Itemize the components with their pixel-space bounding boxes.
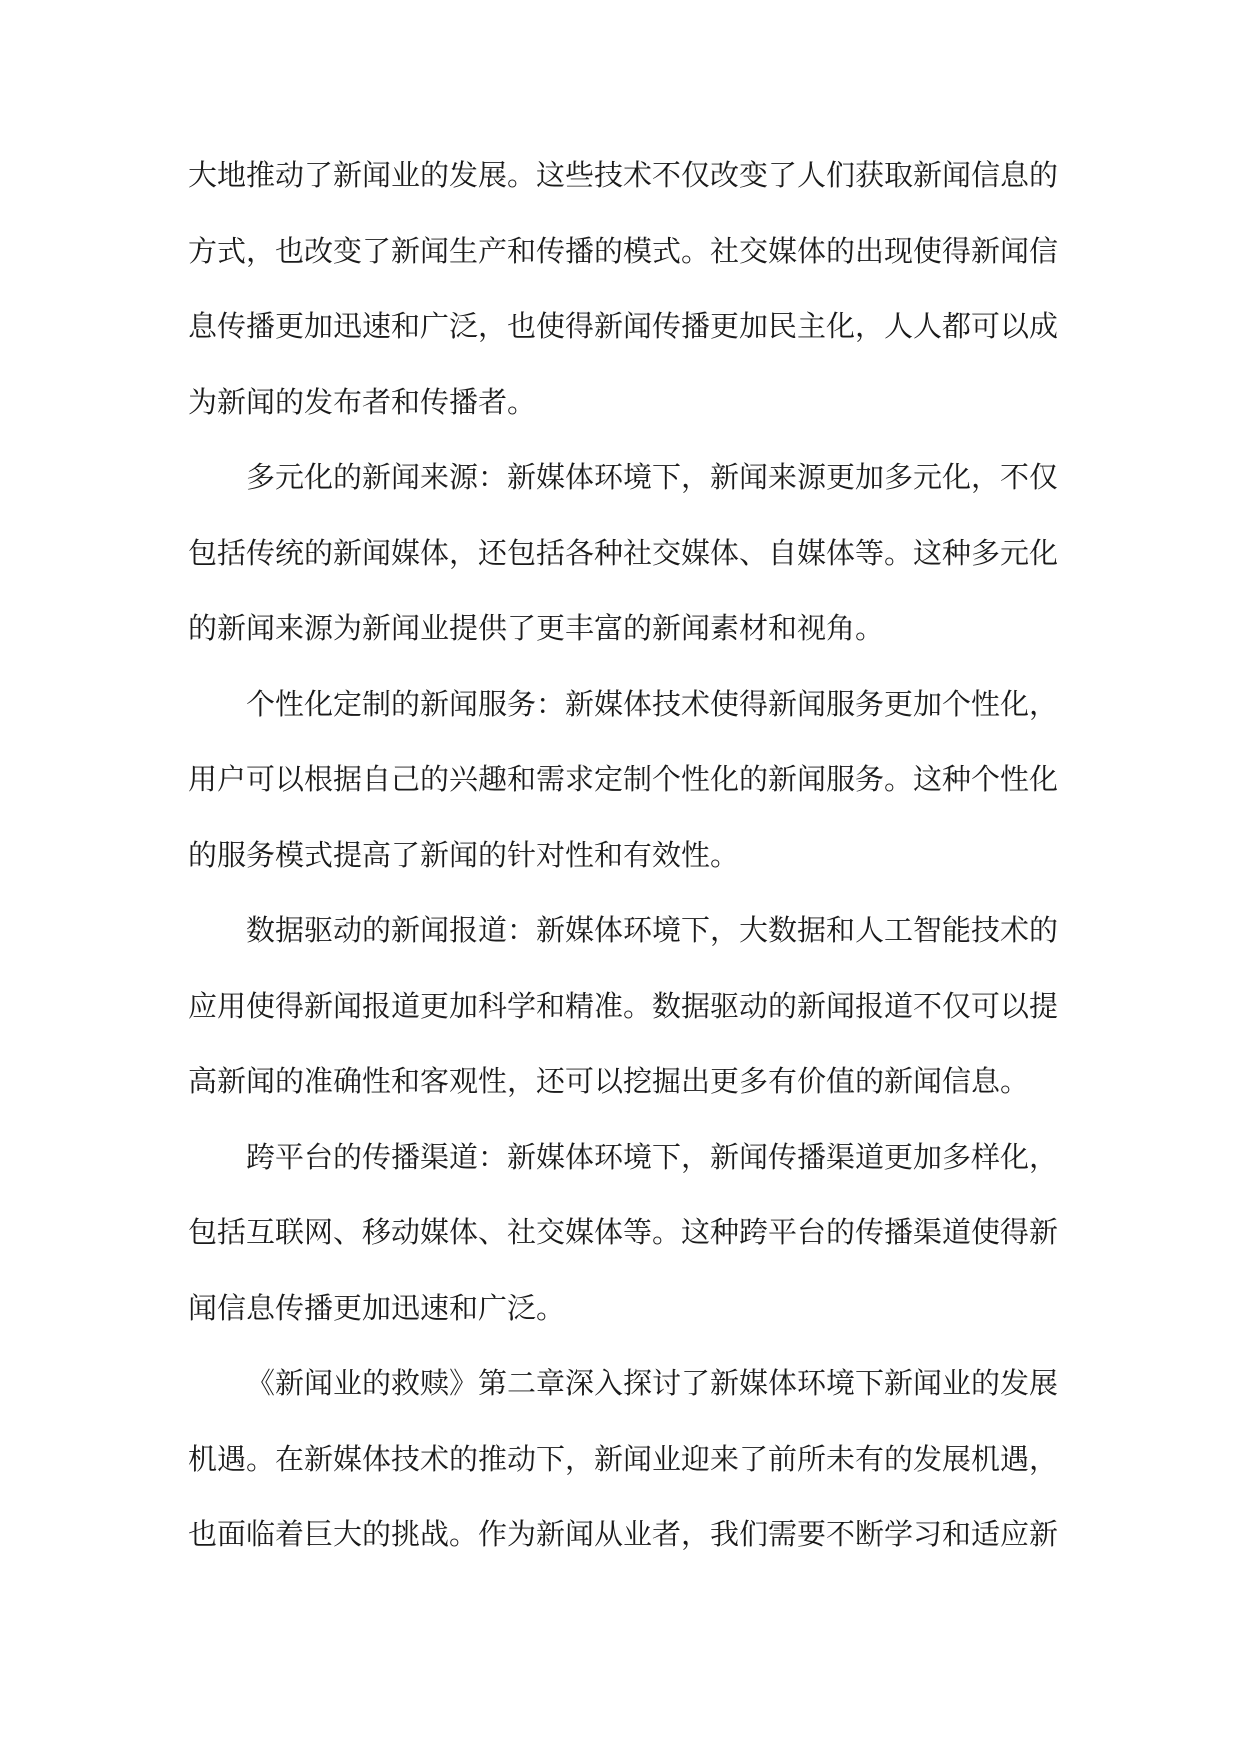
body-text [188,138,1058,1573]
paragraph: 大地推动了新闻业的发展。这些技术不仅改变了人们获取新闻信息的方式，也改变了新闻生产和传播的模式。社交媒体的出现使得新闻信息传播更加迅速和广泛，也使得新闻传播更加民主化，人人都可以成为新闻的发布者和传播者。 [188,158,1059,419]
paragraph: 个性化定制的新闻服务：新媒体技术使得新闻服务更加个性化，用户可以根据自己的兴趣和需求定制个性化的新闻服务。这种个性化的服务模式提高了新闻的针对性和有效性。 [188,686,1059,872]
paragraph: 数据驱动的新闻报道：新媒体环境下，大数据和人工智能技术的应用使得新闻报道更加科学和精准。数据驱动的新闻报道不仅可以提高新闻的准确性和客观性，还可以挖掘出更多有价值的新闻信息。 [188,913,1059,1098]
paragraph: 多元化的新闻来源：新媒体环境下，新闻来源更加多元化，不仅包括传统的新闻媒体，还包括各种社交媒体、自媒体等。这种多元化的新闻来源为新闻业提供了更丰富的新闻素材和视角。 [188,460,1059,645]
paragraph: 跨平台的传播渠道：新媒体环境下，新闻传播渠道更加多样化，包括互联网、移动媒体、社交媒体等。这种跨平台的传播渠道使得新闻信息传播更加迅速和广泛。 [188,1139,1059,1325]
paragraph: 《新闻业的救赎》第二章深入探讨了新媒体环境下新闻业的发展机遇。在新媒体技术的推动下，新闻业迎来了前所未有的发展机遇，也面临着巨大的挑战。作为新闻从业者，我们需要不断学习和适应新 [188,1366,1059,1551]
